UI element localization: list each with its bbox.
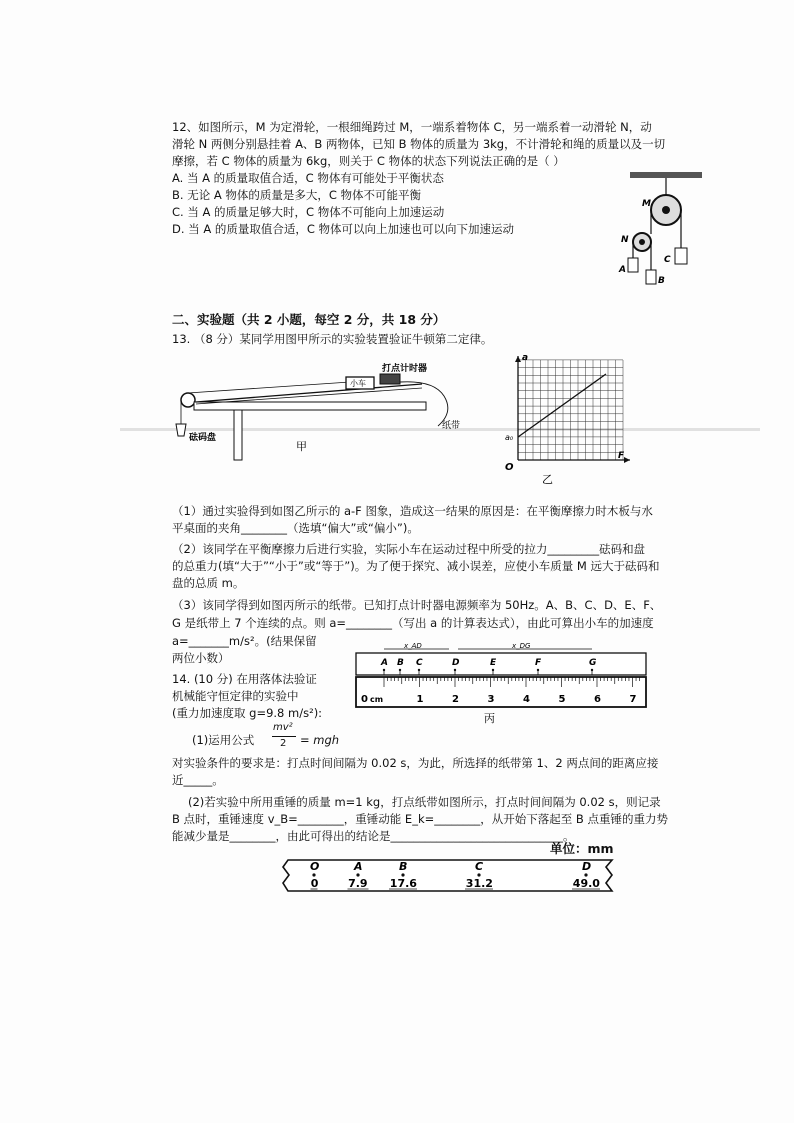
tape-unit-label: 单位：mm — [550, 841, 614, 856]
origin-label: O — [505, 462, 514, 473]
figure-yi-graph — [504, 352, 634, 488]
q14-part1-line2: 对实验条件的要求是：打点时间间隔为 0.02 s，为此，所选择的纸带第 1、2 两点间的距离应接 — [172, 756, 659, 770]
label-x-dg: x_DG — [512, 643, 531, 650]
q13-part1-line2: 平桌面的夹角________（选填“偏大”或“偏小”)。 — [172, 521, 419, 535]
q14-tape-point-label: B — [399, 860, 408, 873]
q14-part2-line3: 能减少量是________，由此可得出的结论是______________________________。 — [172, 829, 575, 843]
ceiling — [630, 172, 702, 178]
formula-denominator: 2 — [280, 738, 287, 749]
y-axis-label: a — [522, 353, 529, 363]
q14-line1: 14. (10 分) 在用落体法验证 — [172, 672, 317, 686]
a0-label: a₀ — [505, 433, 514, 442]
q14-tape-value: 49.0 — [572, 877, 600, 890]
q14-tape-point-label: D — [582, 860, 592, 873]
q12-option-b: B. 无论 A 物体的质量是多大，C 物体不可能平衡 — [172, 188, 422, 202]
tape-dot — [383, 669, 385, 671]
tape-dot — [492, 669, 494, 671]
q14-part2-line1: (2)若实验中所用重锤的质量 m=1 kg，打点纸带如图所示，打点时间间隔为 0.02 s，则记录 — [188, 795, 661, 809]
figure-jia-caption: 甲 — [296, 440, 307, 453]
q12-line3: 摩擦，若 C 物体的质量为 6kg，则关于 C 物体的状态下列说法正确的是（ ） — [172, 154, 565, 168]
q14-tape-point-label: O — [310, 860, 320, 873]
timer-label: 打点计时器 — [382, 364, 428, 374]
tape-point-label: C — [416, 658, 423, 668]
ruler-number: 3 — [487, 694, 495, 705]
figure-bing-caption: 丙 — [484, 712, 495, 725]
q14-tape-point-label: C — [475, 860, 484, 873]
q14-part1-line3: 近_____。 — [172, 773, 224, 787]
q14-tape-value: 0 — [310, 877, 319, 890]
q13-part3-line4: 两位小数） — [172, 651, 230, 665]
tape-dot — [454, 669, 456, 671]
figure-jia — [172, 362, 472, 462]
block-b — [646, 270, 656, 284]
q13-part2-line1: （2）该同学在平衡摩擦力后进行实验，实际小车在运动过程中所受的拉力_________砝码和盘 — [172, 542, 646, 556]
q14-tape-figure — [280, 856, 620, 898]
x-axis-label: F — [618, 451, 625, 461]
q13-stem: 13. （8 分）某同学用图甲所示的实验装置验证牛顿第二定律。 — [172, 332, 493, 346]
ruler-body — [356, 677, 646, 707]
label-x-ad: x_AD — [404, 643, 422, 650]
ruler-number: 1 — [416, 694, 424, 705]
ruler-number: 5 — [558, 694, 566, 705]
tape-dot — [591, 669, 593, 671]
tape-dot — [537, 669, 539, 671]
q12-option-c: C. 当 A 的质量足够大时，C 物体不可能向上加速运动 — [172, 205, 445, 219]
cart-label: 小车 — [350, 379, 366, 388]
q13-part2-line3: 盘的总质 m。 — [172, 576, 245, 590]
q13-part3-line3: a=_______m/s²。(结果保留 — [172, 634, 317, 648]
formula-rhs: = mgh — [300, 733, 340, 747]
label-m: M — [642, 199, 651, 209]
q13-part2-line2: 的总重力(填“大于”“小于”或“等于”)。为了便于探究、减小误差，应使小车质量 M 远大于砝码和 — [172, 559, 660, 573]
inclined-board — [196, 384, 422, 402]
weight-pan — [176, 424, 186, 436]
q12-option-a: A. 当 A 的质量取值合适，C 物体有可能处于平衡状态 — [172, 171, 444, 185]
timer — [380, 374, 400, 384]
pulley-figure — [612, 170, 712, 290]
q14-tape-value: 7.9 — [348, 877, 368, 890]
q13-part1-line1: （1）通过实验得到如图乙所示的 a-F 图象，造成这一结果的原因是：在平衡摩擦力时木板与水 — [172, 504, 653, 518]
q14-part2-line2: B 点时，重锤速度 v_B=________，重锤动能 E_k=________，从开始下落起至 B 点重锤的重力势 — [172, 812, 668, 826]
q12-line2: 滑轮 N 两侧分别悬挂着 A、B 两物体，已知 B 物体的质量为 3kg，不计滑轮和绳的质量以及一切 — [172, 137, 666, 151]
tape-point-label: E — [490, 658, 497, 668]
graph-grid — [518, 360, 623, 460]
q14-line3: (重力加速度取 g=9.8 m/s²): — [172, 706, 323, 720]
tape-point-label: F — [535, 658, 542, 668]
formula-numerator: mv² — [273, 722, 293, 733]
q12-line1: 12、如图所示，M 为定滑轮，一根细绳跨过 M，一端系着物体 C，另一端系着一动滑轮 N，动 — [172, 120, 652, 134]
tape-label: 纸带 — [442, 421, 461, 431]
q13-part3-line1: （3）该同学得到如图丙所示的纸带。已知打点计时器电源频率为 50Hz。A、B、C、D、E、F、 — [172, 598, 662, 612]
label-b: B — [658, 276, 665, 286]
q14-part1-lead: (1)运用公式 — [192, 733, 255, 747]
figure-yi-caption: 乙 — [542, 473, 553, 486]
q12-option-d: D. 当 A 的质量取值合适，C 物体可以向上加速也可以向下加速运动 — [172, 222, 515, 236]
q14-tape-point-label: A — [354, 860, 363, 873]
ruler-number: 2 — [452, 694, 459, 705]
table-top — [194, 402, 426, 410]
q13-part3-line2: G 是纸带上 7 个连续的点。则 a=________（写出 a 的计算表达式），由此可算出小车的加速度 — [172, 616, 654, 630]
table-pulley — [181, 393, 195, 407]
q14-paper-tape — [283, 860, 612, 891]
ruler-number: 6 — [594, 694, 601, 705]
tape-dot — [399, 669, 401, 671]
ruler-number: 0 — [361, 694, 368, 705]
block-a — [628, 258, 638, 272]
tape-point-label: A — [381, 658, 388, 668]
tape-point-label: G — [589, 658, 597, 668]
formula-bar — [272, 736, 296, 737]
label-c: C — [664, 255, 671, 265]
q14-line2: 机械能守恒定律的实验中 — [172, 689, 299, 703]
table-leg — [234, 410, 242, 460]
ruler-unit: cm — [370, 695, 384, 704]
ruler-number: 4 — [523, 694, 530, 705]
section2-title: 二、实验题（共 2 小题，每空 2 分，共 18 分） — [172, 312, 446, 327]
ruler-number: 7 — [629, 694, 637, 705]
figure-bing-ruler — [348, 643, 650, 725]
tape-point-label: B — [397, 658, 404, 668]
q14-tape-value: 17.6 — [389, 877, 417, 890]
q14-tape-value: 31.2 — [465, 877, 493, 890]
label-a: A — [619, 265, 626, 275]
tape-dot — [418, 669, 420, 671]
label-n: N — [621, 235, 629, 245]
tape-point-label: D — [452, 658, 460, 668]
block-c — [675, 248, 687, 264]
pan-label: 砝码盘 — [189, 433, 217, 443]
